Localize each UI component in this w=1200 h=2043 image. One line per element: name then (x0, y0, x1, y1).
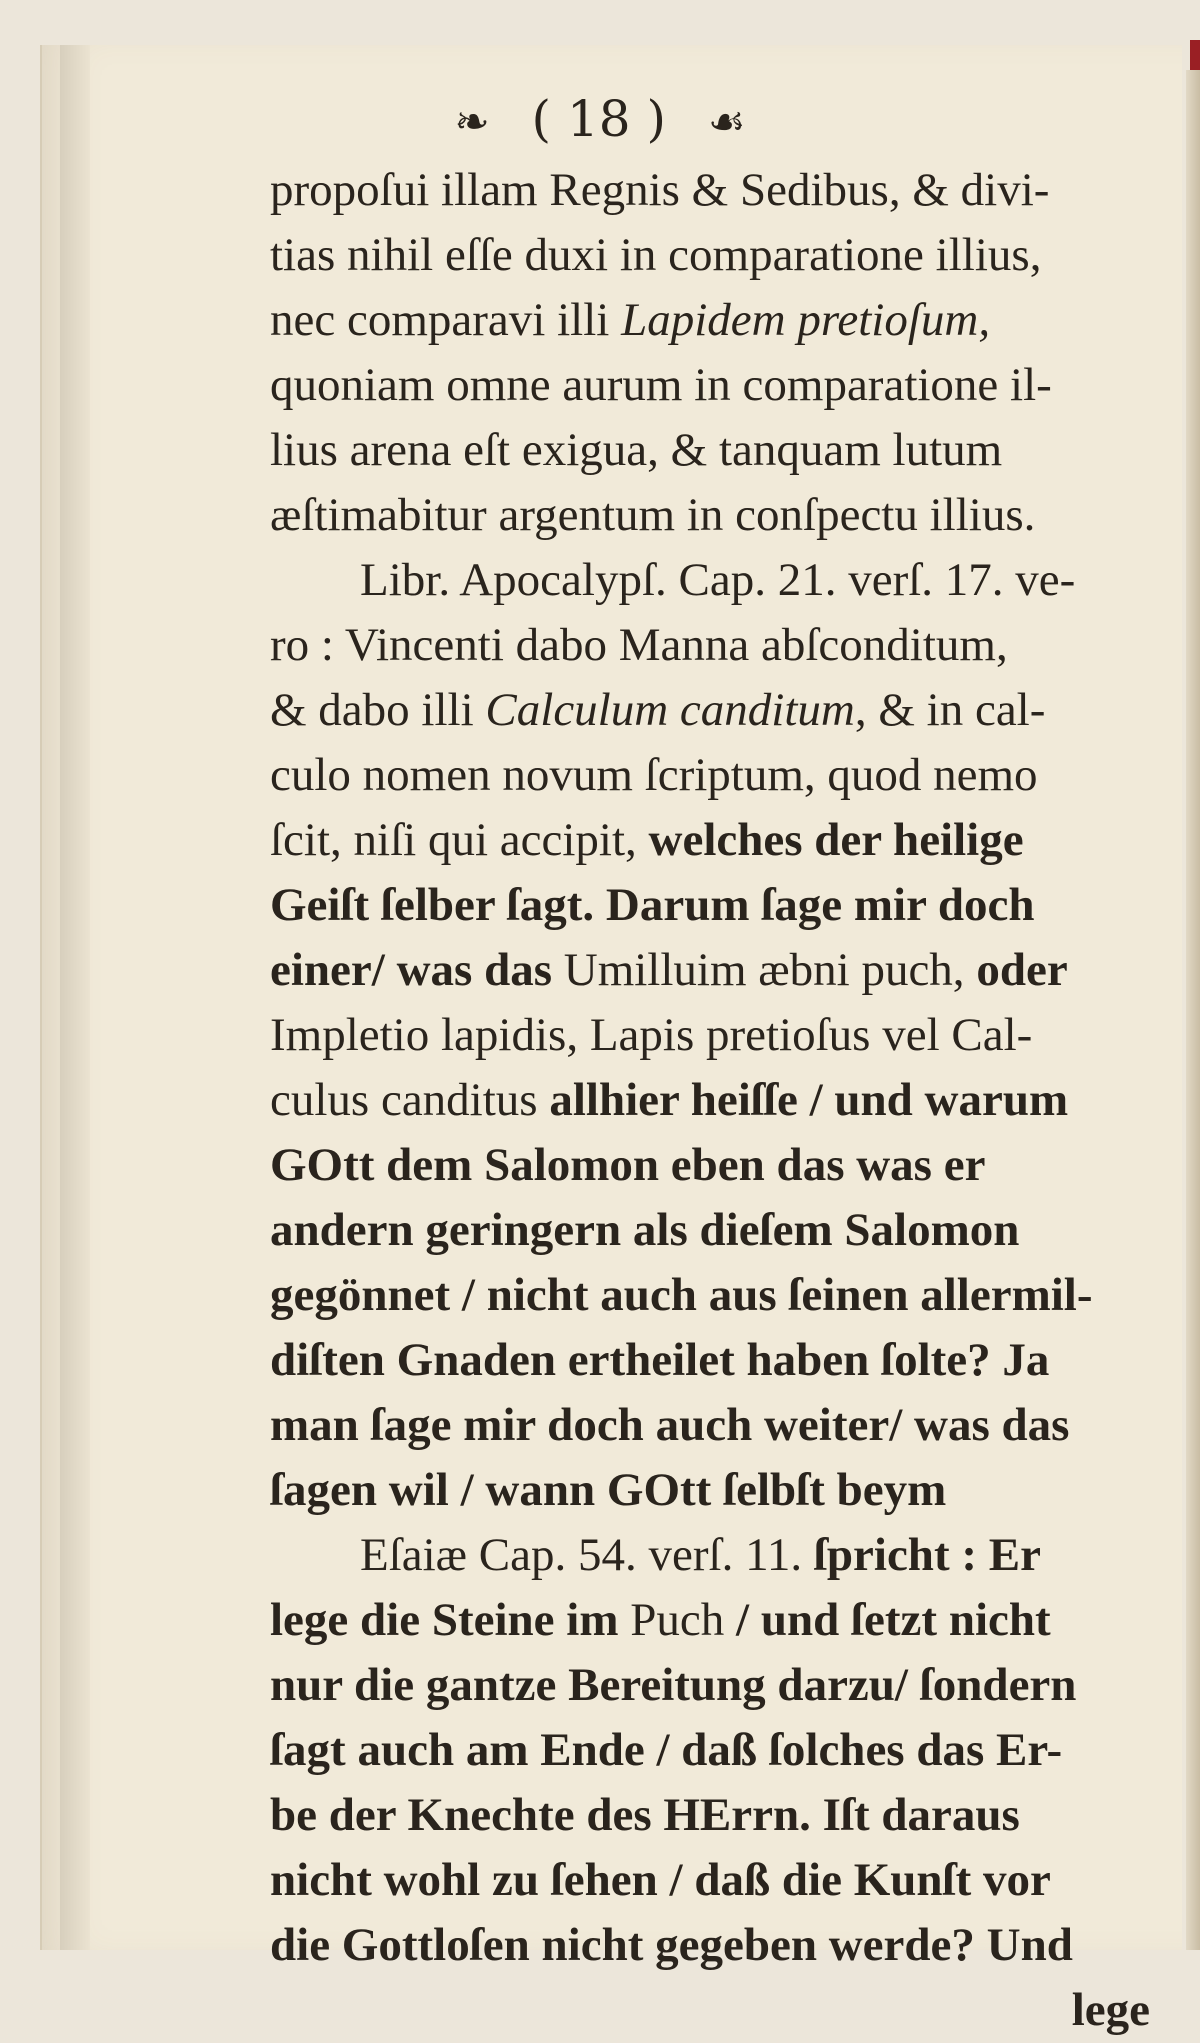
text-line (270, 873, 1150, 938)
text-segment: Geiſt ſelber ſagt. Darum ſage mir doch (270, 879, 1035, 931)
text-segment: Calculum canditum (485, 684, 855, 736)
text-line (270, 1393, 1150, 1458)
text-segment: , & in cal- (854, 684, 1046, 736)
text-line (270, 1328, 1150, 1393)
text-line (270, 938, 1150, 1003)
text-segment: gegönnet / nicht auch aus ſeinen allermil- (270, 1269, 1093, 1321)
text-segment: ſcit, niſi qui accipit, (270, 814, 649, 866)
text-line (270, 1068, 1150, 1133)
text-line (270, 1263, 1150, 1328)
text-line (270, 613, 1150, 678)
text-line (270, 288, 1150, 353)
text-segment: oder (964, 944, 1068, 996)
text-line (270, 1003, 1150, 1068)
text-line (270, 1913, 1150, 1978)
text-segment: & dabo illi (270, 684, 486, 736)
text-segment: nicht wohl zu ſehen / daß die Kunſt vor (270, 1854, 1051, 1906)
text-segment: ſagen wil / wann GOtt ſelbſt beym (270, 1464, 947, 1516)
text-line (270, 1718, 1150, 1783)
text-segment: Impletio lapidis, Lapis pretioſus vel Cal- (270, 1009, 1033, 1061)
text-line (270, 1588, 1150, 1653)
text-line (270, 678, 1150, 743)
text-line (270, 1133, 1150, 1198)
text-segment: diſten Gnaden ertheilet haben ſolte? Ja (270, 1334, 1050, 1386)
text-line (270, 1978, 1150, 2043)
text-line (270, 743, 1150, 808)
text-segment: propoſui illam Regnis & Sedibus, & divi- (270, 164, 1050, 216)
text-segment: tias nihil eſſe duxi in comparatione illius, (270, 229, 1042, 281)
text-segment: / und ſetzt nicht (724, 1594, 1051, 1646)
text-line (270, 158, 1150, 223)
page-header (0, 90, 1200, 148)
ornament-right-icon: ☙ (707, 97, 746, 146)
text-segment: Libr. Apocalypſ. Cap. 21. verſ. 17. ve- (360, 554, 1076, 606)
text-line (270, 223, 1150, 288)
text-line (270, 418, 1150, 483)
text-segment: lius arena eſt exigua, & tanquam lutum (270, 424, 1003, 476)
text-line (270, 1198, 1150, 1263)
text-segment: welches der heilige (648, 814, 1024, 866)
text-segment: æſtimabitur argentum in conſpectu illius. (270, 489, 1036, 541)
text-line (270, 1783, 1150, 1848)
text-segment: einer/ was das (270, 944, 564, 996)
text-segment: culo nomen novum ſcriptum, quod nemo (270, 749, 1038, 801)
text-line (270, 1848, 1150, 1913)
text-line (270, 483, 1150, 548)
ornament-left-icon: ❧ (454, 97, 490, 146)
body-text (270, 158, 1150, 2043)
text-segment: culus canditus (270, 1074, 550, 1126)
text-segment: GOtt dem Salomon eben das was er (270, 1139, 986, 1191)
text-segment: be der Knechte des HErrn. Iſt daraus (270, 1789, 1020, 1841)
text-segment: nur die gantze Bereitung darzu/ ſondern (270, 1659, 1077, 1711)
text-segment: Lapidem pretioſum, (621, 294, 991, 346)
text-line (270, 353, 1150, 418)
text-segment: quoniam omne aurum in comparatione il- (270, 359, 1052, 411)
text-segment: allhier heiſſe / und warum (549, 1074, 1069, 1126)
text-segment: Eſaiæ Cap. 54. verſ. 11. (360, 1529, 814, 1581)
text-line (270, 1653, 1150, 1718)
bookmark-ribbon (1190, 40, 1200, 70)
text-segment: Umilluim æbni puch, (563, 944, 965, 996)
text-segment: man ſage mir doch auch weiter/ was das (270, 1399, 1070, 1451)
page-number: ( 18 ) (531, 90, 666, 148)
text-segment: die Gottloſen nicht gegeben werde? Und (270, 1919, 1073, 1971)
text-segment: andern geringern als dieſem Salomon (270, 1204, 1020, 1256)
text-line (270, 808, 1150, 873)
text-segment: lege (1071, 1984, 1150, 2036)
text-segment: nec comparavi illi (270, 294, 622, 346)
text-line (270, 1523, 1150, 1588)
page-gutter (60, 45, 90, 1950)
text-segment: lege die Steine im (270, 1594, 631, 1646)
text-line (270, 1458, 1150, 1523)
page-edge (1186, 70, 1200, 1950)
text-segment: ſpricht : Er (813, 1529, 1041, 1581)
text-segment: ro : Vincenti dabo Manna abſconditum, (270, 619, 1008, 671)
text-segment: Puch (630, 1594, 725, 1646)
text-line (270, 548, 1150, 613)
text-segment: ſagt auch am Ende / daß ſolches das Er- (270, 1724, 1063, 1776)
